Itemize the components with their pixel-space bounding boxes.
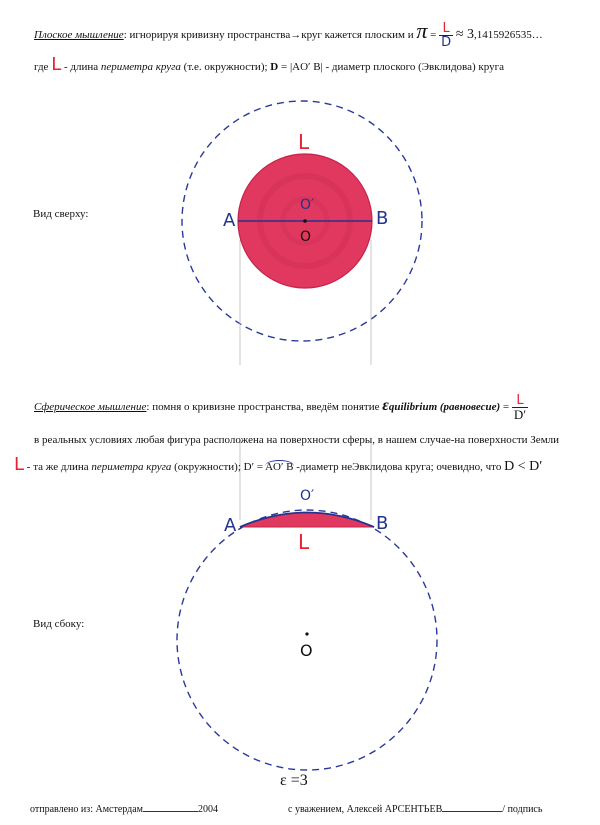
pi-symbol: π [416,18,428,43]
spherical-text-1: : помня о кривизне пространства, введём понятие [146,401,383,414]
view-from-top-label: Вид сверху: [33,208,89,220]
fraction-denominator-D: D [441,34,452,50]
footer-year: 2004 [198,804,218,815]
label-O-bottom: O [300,641,313,660]
non-euclid-text: -диаметр неЭвклидова круга; очевидно, что [293,461,505,473]
same-length-text: - та же длина [24,461,92,473]
flat-eq: = [430,29,437,41]
epsilon-symbol: ε [382,397,389,415]
spherical-fraction [512,394,528,421]
ravnovesie-word: (равновесие) [437,401,501,414]
sph-fraction-numerator-L: L [512,394,528,408]
label-L-bottom: L [298,530,310,554]
regards-text: с уважением, Алексей АРСЕНТЬЕВ [288,804,443,815]
label-B-bottom: B [376,513,389,534]
D-mark: D [270,61,279,73]
perimeter-text: периметра круга [100,61,181,73]
spherical-heading: Сферическое мышление [34,401,147,414]
flat-text-1: : игнорируя кривизну пространства→круг кажется плоским и [123,29,417,41]
flat-heading: Плоское мышление [34,29,124,41]
epsilon-result: ε =3 [280,772,308,789]
view-from-side-label: Вид сбоку: [33,618,85,630]
label-L-top: L [298,130,310,154]
signature-text: / подпись [502,804,543,815]
equilibrium-word: quilibrium [388,401,438,414]
arc-AOB-notation: AO′ B [265,461,294,473]
blank-line-1 [143,811,198,812]
blank-line-2 [442,811,502,812]
circle-text-2: (окружности); D′ = [171,461,266,473]
footer-regards [288,804,542,815]
label-A-bottom: A [224,515,237,536]
spherical-line-3 [14,454,542,475]
spherical-line-1 [34,394,528,421]
approx-three: ≈ 3 [455,27,475,42]
footer-sent-from [30,804,218,815]
L-mark: L [51,54,62,75]
sph-fraction-denominator-D: D′ [513,407,527,422]
center-dot [303,219,307,223]
label-O-top: O [300,229,312,245]
where-word: где [34,61,49,73]
fraction-numerator-L: L [439,22,453,36]
inequality: D < D′ [504,459,543,474]
label-A-top: A [223,210,236,231]
label-Oprime-top: O′ [300,197,315,213]
spherical-line-2: в реальных условиях любая фигура расположена на поверхности сферы, в нашем случае-на поверхности Земли [34,434,560,446]
spherical-eq: = [500,401,510,414]
label-Oprime-bottom: O′ [300,488,315,504]
circle-text: (т.е. окружности); [180,61,268,73]
sent-from-text: отправлено из: Амстердам [30,804,143,815]
label-B-top: B [376,208,389,229]
pi-decimals: ,1415926535… [474,29,543,41]
sphere-center-dot [305,632,308,635]
diameter-text: = |AO′ B| - диаметр плоского (Эвклидова) круга [278,61,504,73]
length-text: - длина [63,61,101,73]
L-mark-spherical: L [14,454,25,475]
perimeter-text-2: периметра круга [91,461,172,473]
